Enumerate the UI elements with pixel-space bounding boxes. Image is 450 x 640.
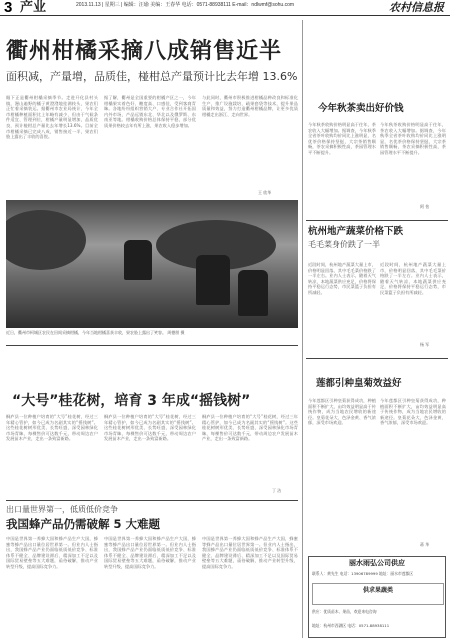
ad-title: 丽水雨弘公司供应: [349, 559, 405, 567]
column-divider: [302, 20, 303, 638]
orange-harvest-photo: [6, 200, 298, 328]
photo-tree: [6, 210, 86, 270]
photo-farmer: [196, 255, 230, 305]
lead-headline: 衢州柑橘采摘八成销售近半: [6, 39, 283, 64]
vegetable-byline: 杨 军: [420, 342, 430, 347]
bee-text-col3: 中国是世界第一养蜂大国和蜂产品生产大国，蜂蜜等蜂产品出口量位居世界第一。但业内人士指出，我国蜂产品产业仍面临低质低价竞争、标准体系不健全、品牌建设滞后、精深加工不足以及国际贸易壁垒等五大难题，亟待破解，推动产业转型升级，提高国际竞争力。: [202, 536, 298, 569]
photo-caption: 近日，衢州市柯城区农民在田间采摘柑橘，今年当地柑橘喜获丰收，果农脸上露出了笑容。 周德朋 摄: [6, 330, 185, 335]
photo-farmer: [124, 240, 152, 280]
tea-byline: 阿 怡: [420, 204, 430, 209]
photo-farmer: [238, 270, 268, 316]
bee-text: 中国是世界第一养蜂大国和蜂产品生产大国，蜂蜜等蜂产品出口量位居世界第一。但业内人士指出，我国蜂产品产业仍面临低质低价竞争、标准体系不健全、品牌建设滞后、精深加工不足以及国际贸易壁垒等五大难题，亟待破解，推动产业转型升级，提高国际竞争力。: [6, 536, 98, 569]
tea-text-col2: 今年秋茶收购价格明显高于往年，茶农收入大幅增加。据调查，今年秋季全省茶叶收购均价同比上涨明显，名优茶价格保持坚挺，大宗茶销售顺畅，茶农采摘积极性高，茶园管理水平不断提升。: [380, 122, 446, 155]
ad-box-title: 供求果蔬类: [362, 587, 393, 594]
ad-line: 地址：杭州市西湖区 电话：0571-88938111: [312, 623, 390, 628]
osmanthus-byline: 丁 洁: [272, 488, 282, 493]
bee-text-col2: 中国是世界第一养蜂大国和蜂产品生产大国，蜂蜜等蜂产品出口量位居世界第一。但业内人士指出，我国蜂产品产业仍面临低质低价竞争、标准体系不健全、品牌建设滞后、精深加工不足以及国际贸易壁垒等五大难题，亟待破解，推动产业转型升级，提高国际竞争力。: [104, 536, 196, 569]
lead-byline: 王 欣华: [258, 190, 272, 195]
masthead: [0, 0, 450, 16]
lead-column-3: 与此同时，衢州市积极推进柑橘品种改良和标准化生产，推广设施栽培、疏果套袋等技术，提升果品质量和效益，努力打造衢州柑橘品牌，让更多优质柑橘走出浙江、走向世界。: [202, 95, 298, 117]
chrysanthemum-byline: 蒋 华: [420, 542, 430, 547]
page-number: 3: [4, 0, 13, 16]
ad-box: [312, 583, 444, 605]
bee-headline: 我国蜂产品仍需破解 5 大难题: [6, 517, 161, 531]
tea-headline: 今年秋茶卖出好价钱: [318, 103, 404, 114]
chrysanthemum-headline: 莲都引种皇菊效益好: [316, 378, 402, 389]
vegetable-text: 近段时间，杭州地产蔬菜大量上市，价格明显回落，其中毛毛菜价格跌了一半左右。业内人士表示，随着天气转凉，本地蔬菜供应充足，价格将保持平稳运行态势，市民菜篮子负担有所减轻。: [308, 262, 376, 295]
newspaper-name: 农村信息报: [389, 1, 444, 14]
ad-line: 联系人：黄先生 电话：13906789999 地址：丽水市莲都区: [312, 571, 414, 576]
lead-column-1: 眼下正是衢州柑橘采摘季节。走进开化县村头镇，漫山遍野的橘子黄澄澄地挂满枝头，果农们正忙着采摘装运。据衢州市农业局统计，今年全市柑橘种植面积比上年略有减少，但由于气候条件适宜、管理到位，柑橘产量明显增加，品质优良，预计椪柑总产量比去年增长13.6%。目前全市柑橘采摘已完成八成，销售接近一半，果农们脸上露出了丰收的喜悦。: [6, 95, 98, 140]
tea-text: 今年秋茶收购价格明显高于往年，茶农收入大幅增加。据调查，今年秋季全省茶叶收购均价同比上涨明显，名优茶价格保持坚挺，大宗茶销售顺畅，茶农采摘积极性高，茶园管理水平不断提升。: [308, 122, 376, 155]
section-rule: [306, 358, 448, 359]
section-label: 产业: [20, 0, 47, 15]
osmanthus-text-col2: 桐庐县一位种植户培育的“大号”桂花树，经过三年精心管护，如今已成为名副其实的“摇钱树”。这些桂花树树形优美、长势旺盛，深受园林绿化市场青睐，每棵售价可达数千元，带动周边农户发展苗木产业，走出一条致富新路。: [104, 414, 196, 442]
section-rule: [306, 220, 448, 221]
vegetable-headline: 杭州地产蔬菜价格下跌: [308, 226, 404, 237]
classified-ads: [308, 556, 446, 638]
lead-subheadline: 面积减，产量增，品质佳，椪柑总产量预计比去年增 13.6%: [6, 70, 298, 83]
issue-meta: 2013.11.13 | 星期三 | 编辑：汪瑜 美编：王春华 电话：0571-88938111 E-mail：ndlwmf@sohu.com: [76, 2, 295, 8]
vegetable-subheadline: 毛毛菜身价跌了一半: [308, 240, 380, 249]
osmanthus-text-col3: 桐庐县一位种植户培育的“大号”桂花树，经过三年精心管护，如今已成为名副其实的“摇钱树”。这些桂花树树形优美、长势旺盛，深受园林绿化市场青睐，每棵售价可达数千元，带动周边农户发展苗木产业，走出一条致富新路。: [202, 414, 298, 442]
section-rule: [6, 345, 298, 346]
section-rule: [6, 500, 298, 501]
osmanthus-headline: “大号”桂花树，培育 3 年成“摇钱树”: [12, 393, 251, 409]
osmanthus-text: 桐庐县一位种植户培育的“大号”桂花树，经过三年精心管护，如今已成为名副其实的“摇钱树”。这些桂花树树形优美、长势旺盛，深受园林绿化市场青睐，每棵售价可达数千元，带动周边农户发展苗木产业，走出一条致富新路。: [6, 414, 98, 442]
chrysanthemum-text-col2: 今年莲都区引种皇菊获得成功，种植面积不断扩大，亩均效益明显高于传统作物，成为当地农民增收的新途径。皇菊花朵大、色泽金黄、香气浓郁，深受市场欢迎。: [380, 398, 446, 426]
ad-line: 供应：优质苗木、果苗，欢迎来电咨询: [312, 609, 377, 614]
vegetable-text-col2: 近段时间，杭州地产蔬菜大量上市，价格明显回落，其中毛毛菜价格跌了一半左右。业内人士表示，随着天气转凉，本地蔬菜供应充足，价格将保持平稳运行态势，市民菜篮子负担有所减轻。: [380, 262, 446, 295]
chrysanthemum-text: 今年莲都区引种皇菊获得成功，种植面积不断扩大，亩均效益明显高于传统作物，成为当地农民增收的新途径。皇菊花朵大、色泽金黄、香气浓郁，深受市场欢迎。: [308, 398, 376, 426]
lead-column-2: 据了解，衢州是全国重要的柑橘产区之一，今年柑橘果实着色好、糖度高、口感佳，受到客商青睐。各地纷纷组织营销大户、专业合作社开拓国内外市场，产品远销东北、华北以及俄罗斯、东南亚等地。柑橘收购价格总体保持平稳，部分优质果价格较去年有所上涨，果农收入稳步增加。: [104, 95, 196, 128]
bee-subheadline: 出口量世界第一，低质低价竞争: [6, 505, 118, 514]
